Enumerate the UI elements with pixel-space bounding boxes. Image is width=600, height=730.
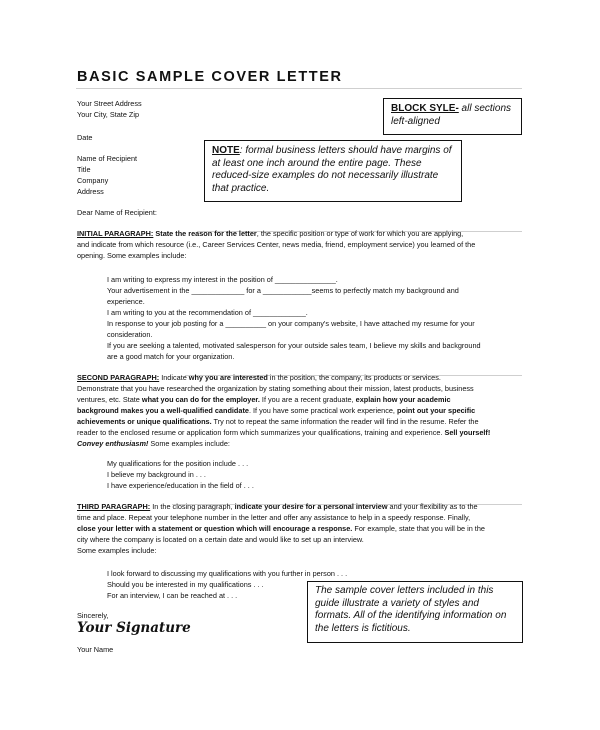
p1-bold-intro: State the reason for the letter xyxy=(155,229,257,238)
p3-text: In the closing paragraph, xyxy=(150,502,235,511)
p1-example: In response to your job posting for a __________ on your company's website, I have attached my resume for your xyxy=(107,319,475,328)
p2-bold: background makes you a well-qualified candidate xyxy=(77,406,249,415)
sender-address xyxy=(77,98,142,120)
note-line-2: at least one inch around the entire page. These xyxy=(212,157,422,169)
note-label: NOTE xyxy=(212,145,240,156)
recipient-title: Title xyxy=(77,165,91,174)
p3-line-5: Some examples include: xyxy=(77,546,157,555)
p1-example: I am writing to express my interest in the position of _______________. xyxy=(107,275,338,284)
recipient-block xyxy=(77,153,137,197)
letter-date: Date xyxy=(77,133,93,142)
recipient-address: Address xyxy=(77,187,104,196)
street-address: Your Street Address xyxy=(77,99,142,108)
signature: Your Signature xyxy=(77,620,191,636)
p1-example: consideration. xyxy=(107,330,153,339)
note-line-3: reduced-size examples do not necessarily illustrate xyxy=(212,170,439,181)
p2-line-2: Demonstrate that you have researched the organization by stating something about their mission, latest products, business xyxy=(77,384,474,393)
p3-text: For example, state that you will be in the xyxy=(352,524,485,533)
block-style-text-2: left-aligned xyxy=(391,115,440,127)
block-style-text: all sections xyxy=(458,103,512,114)
p1-examples xyxy=(107,274,527,362)
block-style-label: BLOCK SYLE- xyxy=(391,103,459,114)
title-rule xyxy=(76,88,522,89)
p1-example: I am writing to you at the recommendation of _____________. xyxy=(107,308,308,317)
p2-bold: explain how your academic xyxy=(355,395,451,404)
p2-text: in the position, the company, its products or services. xyxy=(267,373,441,382)
note-box xyxy=(204,140,462,202)
p3-bold: indicate your desire for a personal interview xyxy=(234,502,388,511)
p2-example: My qualifications for the position include . . . xyxy=(107,459,249,468)
p2-bold: achievements or unique qualifications. xyxy=(77,417,212,426)
p2-text: Try not to repeat the same information the reader will find in the resume. Refer the xyxy=(211,417,479,426)
block-style-box xyxy=(383,98,522,135)
sample-note-line: guide illustrate a variety of styles and xyxy=(315,597,479,609)
p1-intro-rest: , the specific position or type of work for which you are applying, xyxy=(256,229,464,238)
p1-line-2: and indicate from which resource (i.e., Career Services Center, news media, friend, employment service) you learned of the xyxy=(77,240,476,249)
p1-example: experience. xyxy=(107,297,145,306)
sample-note-box xyxy=(307,581,523,643)
salutation: Dear Name of Recipient: xyxy=(77,208,157,217)
recipient-name: Name of Recipient xyxy=(77,154,138,163)
p2-bold: why you are interested xyxy=(188,373,268,382)
p3-heading: THIRD PARAGRAPH: xyxy=(77,502,151,511)
p2-text: . If you have some practical work experience, xyxy=(248,406,397,415)
p1-example: If you are seeking a talented, motivated salesperson for your outside sales team, I believe my skills and background xyxy=(107,341,481,350)
your-name: Your Name xyxy=(77,645,114,654)
p1-heading: INITIAL PARAGRAPH: xyxy=(77,229,154,238)
p3-example: Should you be interested in my qualifications . . . xyxy=(107,580,264,589)
page-title: BASIC SAMPLE COVER LETTER xyxy=(77,69,343,85)
third-paragraph xyxy=(77,501,522,556)
recipient-company: Company xyxy=(77,176,109,185)
p2-text: If you are a recent graduate, xyxy=(259,395,356,404)
sample-note-line: formats. All of the identifying information on xyxy=(315,610,507,621)
p2-bold: what you can do for the employer. xyxy=(141,395,260,404)
p2-example: I believe my background in . . . xyxy=(107,470,206,479)
p2-text: reader to the enclosed resume or application form which summarizes your qualifications, training and experience. xyxy=(77,428,445,437)
p2-examples xyxy=(107,458,254,491)
p2-heading: SECOND PARAGRAPH: xyxy=(77,373,160,382)
initial-paragraph xyxy=(77,228,517,261)
closing: Sincerely, xyxy=(77,611,109,620)
sample-note-line: the letters is fictitious. xyxy=(315,622,411,634)
p2-text: Some examples include: xyxy=(148,439,230,448)
p1-line-3: opening. Some examples include: xyxy=(77,251,187,260)
p3-line-4: city where the company is located on a certain date and would like to set up an interview. xyxy=(77,535,364,544)
p2-text: Indicate xyxy=(159,373,189,382)
note-line-4: that practice. xyxy=(212,182,270,194)
p2-bold: Sell yourself! xyxy=(444,428,491,437)
p3-example: For an interview, I can be reached at . . . xyxy=(107,591,238,600)
p3-example: I look forward to discussing my qualifications with you further in person . . . xyxy=(107,569,348,578)
second-paragraph xyxy=(77,372,522,449)
note-line-1: : formal business letters should have margins of xyxy=(239,145,452,156)
sample-note-line: The sample cover letters included in this xyxy=(315,585,494,596)
p2-bold-italic: Convey enthusiasm! xyxy=(77,439,149,448)
p2-example: I have experience/education in the field of . . . xyxy=(107,481,254,490)
p2-text: ventures, etc. State xyxy=(77,395,142,404)
city-state-zip: Your City, State Zip xyxy=(77,110,140,119)
p3-text: and your flexibility as to the xyxy=(387,502,478,511)
p3-line-2: time and place. Repeat your telephone number in the letter and offer any assistance to help in a speedy response. Finally, xyxy=(77,513,471,522)
p3-bold: close your letter with a statement or question which will encourage a response. xyxy=(77,524,353,533)
p1-example: Your advertisement in the _____________ for a ____________seems to perfectly match my background and xyxy=(107,286,459,295)
p2-bold: point out your specific xyxy=(396,406,476,415)
p1-example: are a good match for your organization. xyxy=(107,352,235,361)
